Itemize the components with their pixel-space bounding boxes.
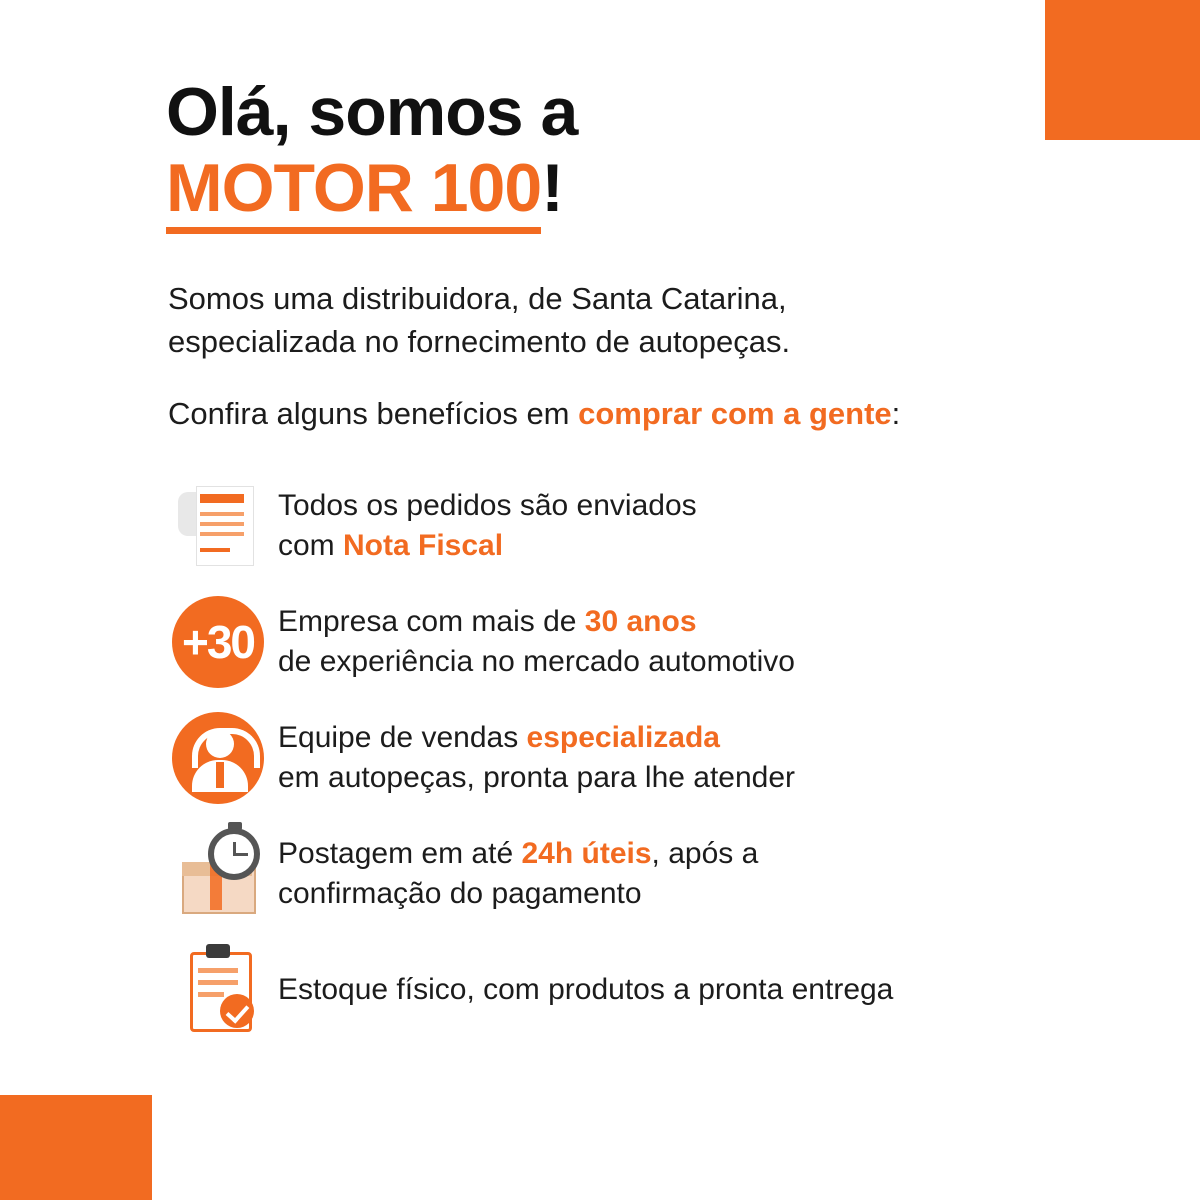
- bottom-left-accent-square: [0, 1095, 152, 1200]
- benefit-3-line-1-prefix: Equipe de vendas: [278, 721, 527, 755]
- top-right-accent-square: [1045, 0, 1200, 140]
- benefit-1-line-2-prefix: com: [278, 529, 344, 562]
- benefit-1-highlight: Nota Fiscal: [343, 529, 504, 562]
- benefit-2-line-2: de experiência no mercado automotivo: [278, 645, 795, 678]
- plus-thirty-badge-icon: [166, 590, 270, 694]
- benefits-list: [166, 472, 1166, 1052]
- intro-paragraph: [168, 278, 1068, 364]
- benefits-lead-prefix: Confira alguns benefícios em: [168, 396, 579, 431]
- receipt-icon: [166, 474, 270, 578]
- intro-line-1: Somos uma distribuidora, de Santa Catarina,: [168, 281, 787, 316]
- benefit-2-line-1-prefix: Empresa com mais de: [278, 605, 585, 639]
- benefits-lead: [168, 396, 1108, 432]
- list-item: [166, 704, 1166, 812]
- benefit-text: [270, 970, 893, 1010]
- benefit-5-line-1: Estoque físico, com produtos a pronta entrega: [278, 973, 894, 1007]
- benefit-1-line-1: Todos os pedidos são enviados: [278, 489, 697, 523]
- badge-value: +30: [172, 596, 264, 688]
- list-item: [166, 936, 1166, 1044]
- list-item: [166, 820, 1166, 928]
- benefit-4-line-2: confirmação do pagamento: [278, 877, 642, 910]
- benefit-4-line-1-suffix: , após a: [651, 837, 759, 871]
- benefit-3-line-2: em autopeças, pronta para lhe atender: [278, 761, 796, 794]
- box-stopwatch-icon: [166, 822, 270, 926]
- benefit-4-line-1-prefix: Postagem em até: [278, 837, 522, 871]
- headline-exclamation: !: [541, 150, 563, 227]
- headset-agent-icon: [166, 706, 270, 810]
- brand-name: MOTOR 100: [166, 153, 541, 233]
- list-item: [166, 588, 1166, 696]
- clipboard-check-icon: [166, 938, 270, 1042]
- benefit-text: [270, 834, 758, 913]
- headline-block: [166, 74, 1066, 234]
- benefit-text: [270, 718, 795, 797]
- headline-line-2: [166, 150, 1066, 233]
- benefits-lead-highlight: comprar com a gente: [578, 396, 892, 431]
- benefit-text: [270, 602, 795, 681]
- benefits-lead-suffix: :: [891, 396, 901, 431]
- benefit-3-highlight: especializada: [526, 721, 720, 755]
- benefit-4-highlight: 24h úteis: [521, 837, 652, 871]
- intro-line-2: especializada no fornecimento de autopeças.: [168, 323, 791, 359]
- headline-line-1: Olá, somos a: [166, 74, 578, 150]
- benefit-2-highlight: 30 anos: [584, 605, 697, 639]
- benefit-text: [270, 486, 697, 565]
- list-item: [166, 472, 1166, 580]
